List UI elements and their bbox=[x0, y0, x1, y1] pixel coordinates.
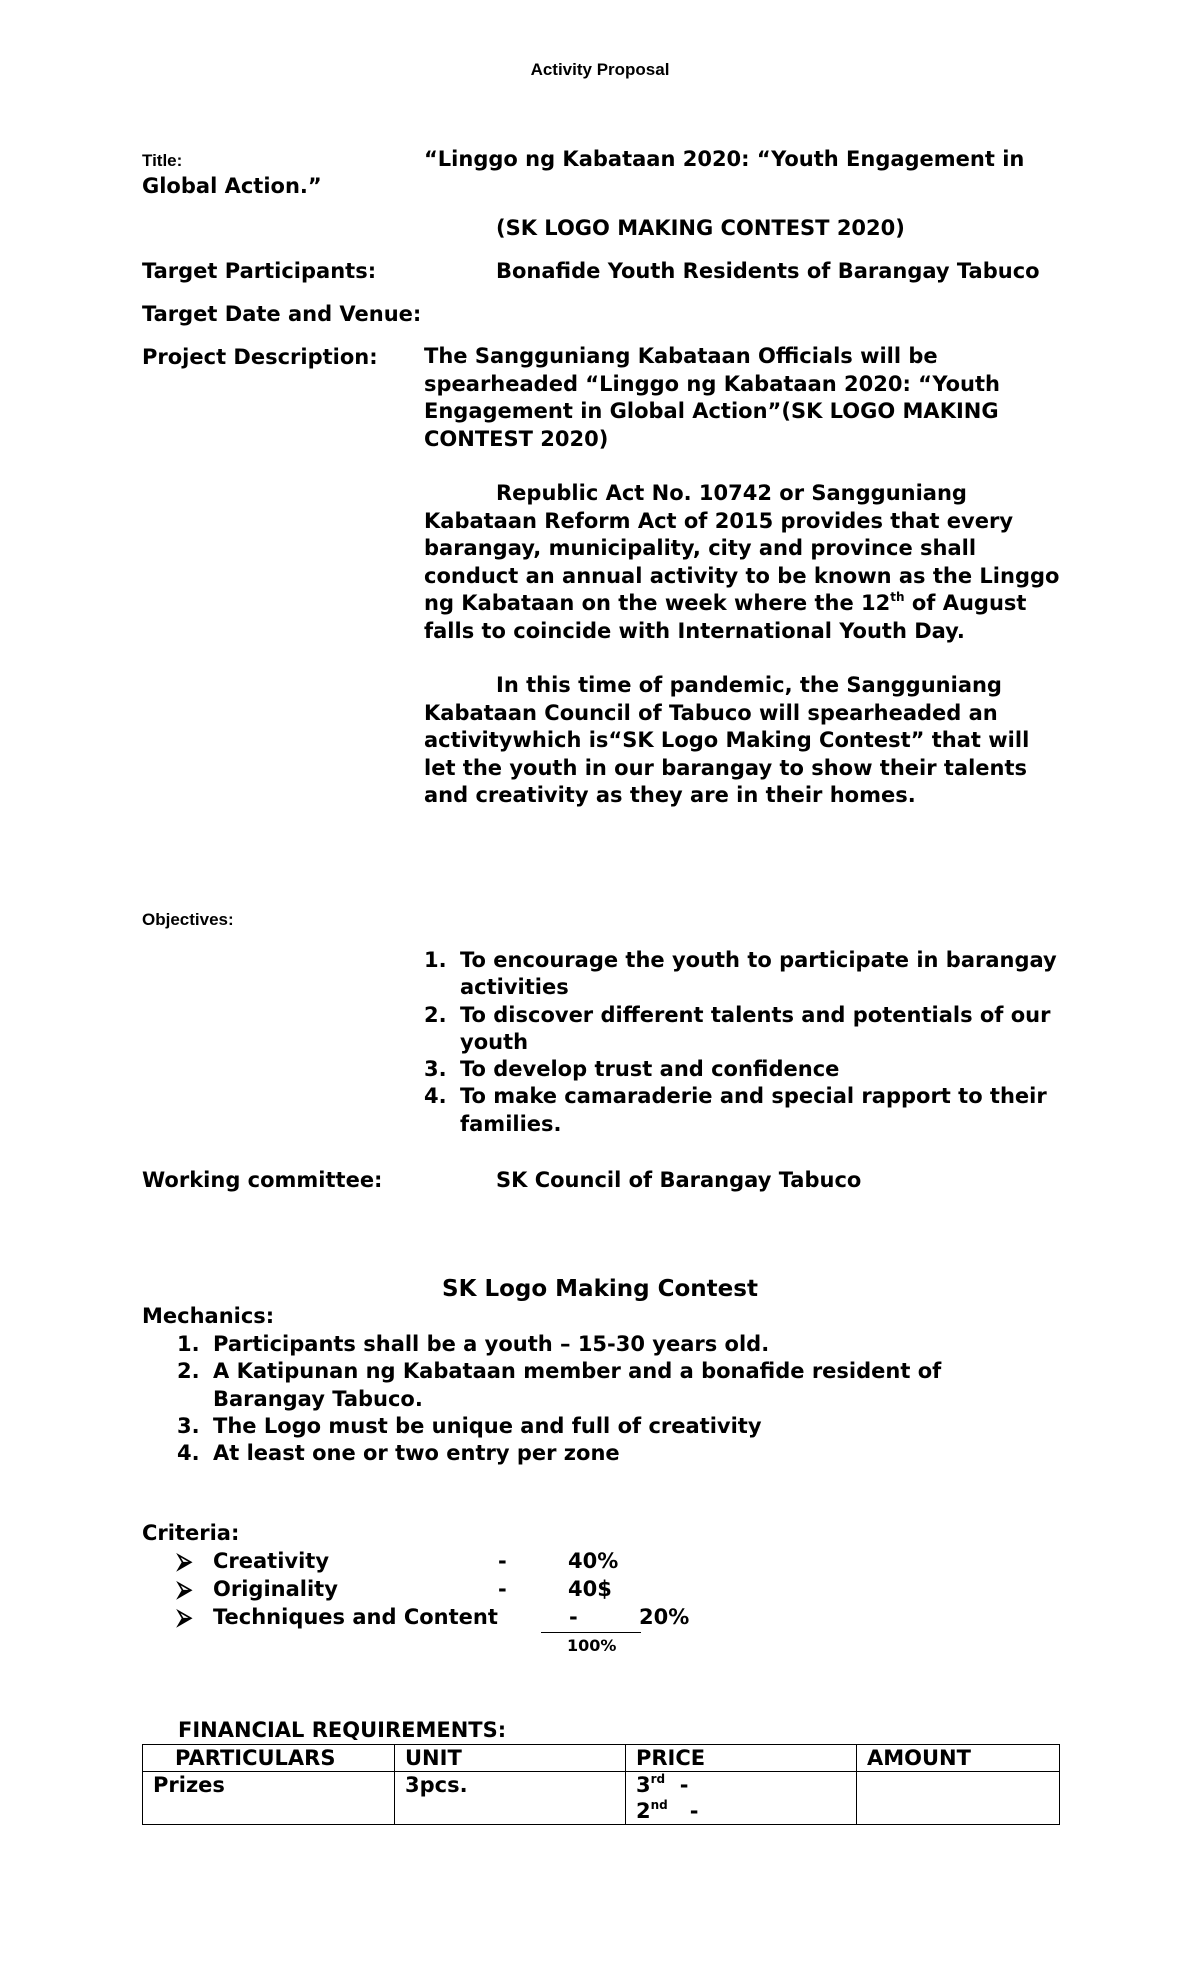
objectives-list bbox=[460, 947, 1060, 1138]
col-price: PRICE bbox=[626, 1745, 857, 1772]
criteria-item bbox=[177, 1603, 913, 1631]
criteria-label: Criteria: bbox=[142, 1521, 240, 1545]
p2-text: Republic Act No. 10742 or Sangguniang Kabataan Reform Act of 2015 provides that every barangay, municipality, city and province shall conduct an annual activity to be known as the Linggo ng Kabataan on the week where the 12 bbox=[424, 481, 1060, 615]
arrow-bullet-icon: ⮚ bbox=[177, 1549, 192, 1573]
project-description-p3: In this time of pandemic, the Sangguniang Kabataan Council of Tabuco will spearheaded an activitywhich is“SK Logo Making Contest” that will let the youth in our barangay to show their talents and creativity as they are in their homes. bbox=[424, 673, 1030, 807]
cell-particulars: Prizes bbox=[143, 1772, 395, 1825]
p2-superscript: th bbox=[890, 590, 905, 604]
criteria-value: 40% bbox=[568, 1549, 619, 1573]
working-committee-value: SK Council of Barangay Tabuco bbox=[496, 1168, 862, 1192]
mechanics-item: At least one or two entry per zone bbox=[213, 1441, 620, 1466]
col-particulars: PARTICULARS bbox=[143, 1745, 395, 1772]
col-amount: AMOUNT bbox=[857, 1745, 1060, 1772]
mechanics-item: The Logo must be unique and full of creativity bbox=[213, 1413, 762, 1438]
working-committee-label: Working committee: bbox=[142, 1168, 383, 1192]
price-line: 3rd - bbox=[636, 1772, 689, 1797]
target-date-label: Target Date and Venue: bbox=[142, 302, 422, 326]
criteria-dash: - bbox=[569, 1605, 578, 1629]
criteria-dash: - bbox=[498, 1577, 507, 1601]
arrow-bullet-icon: ⮚ bbox=[177, 1605, 192, 1629]
target-participants-label: Target Participants: bbox=[142, 259, 377, 283]
financial-heading: FINANCIAL REQUIREMENTS: bbox=[178, 1718, 507, 1742]
project-description-p2 bbox=[424, 480, 1064, 645]
document-title: Activity Proposal bbox=[530, 60, 670, 79]
criteria-name: Techniques and Content bbox=[213, 1605, 498, 1629]
criteria-name: Creativity bbox=[213, 1549, 330, 1573]
cell-unit: 3pcs. bbox=[395, 1772, 626, 1825]
criteria-name: Originality bbox=[213, 1577, 338, 1601]
project-description bbox=[424, 343, 1064, 810]
arrow-bullet-icon: ⮚ bbox=[177, 1577, 192, 1601]
financial-table bbox=[142, 1744, 1060, 1825]
cell-amount bbox=[857, 1772, 1060, 1825]
criteria-value: 40$ bbox=[568, 1577, 612, 1601]
price-line: 2nd - bbox=[636, 1798, 699, 1823]
project-description-p1: The Sangguniang Kabataan Officials will be spearheaded “Linggo ng Kabataan 2020: “Youth Engagement in Global Action”(SK LOGO MAKING CONTEST 2020) bbox=[424, 344, 1000, 451]
objective-item: To discover different talents and potentials of our youth bbox=[460, 1002, 1051, 1054]
contest-heading: SK Logo Making Contest bbox=[442, 1276, 758, 1302]
criteria-dash: - bbox=[498, 1549, 507, 1573]
criteria-value: 20% bbox=[639, 1605, 690, 1629]
p2-text-end: of August falls to coincide with International Youth Day. bbox=[424, 591, 1027, 643]
title-label: Title: bbox=[142, 151, 183, 170]
col-unit: UNIT bbox=[395, 1745, 626, 1772]
title-line-2: Global Action.” bbox=[142, 174, 322, 198]
criteria-total: 100% bbox=[567, 1636, 617, 1655]
project-description-label: Project Description: bbox=[142, 345, 378, 369]
mechanics-item: A Katipunan ng Kabataan member and a bonafide resident of Barangay Tabuco. bbox=[213, 1359, 942, 1411]
mechanics-list bbox=[213, 1331, 1013, 1467]
objectives-label: Objectives: bbox=[142, 910, 234, 929]
table-header-row bbox=[143, 1745, 1060, 1772]
mechanics-label: Mechanics: bbox=[142, 1304, 275, 1328]
criteria-item bbox=[177, 1575, 913, 1603]
objective-item: To make camaraderie and special rapport to their families. bbox=[460, 1084, 1047, 1136]
title-subtitle: (SK LOGO MAKING CONTEST 2020) bbox=[496, 216, 905, 240]
total-divider bbox=[541, 1632, 641, 1633]
criteria-item bbox=[177, 1547, 913, 1575]
criteria-list bbox=[177, 1547, 913, 1631]
cell-price bbox=[626, 1772, 857, 1825]
target-participants-value: Bonafide Youth Residents of Barangay Tabuco bbox=[496, 259, 1040, 283]
title-line-1: “Linggo ng Kabataan 2020: “Youth Engagement in bbox=[424, 147, 1025, 171]
objective-item: To develop trust and confidence bbox=[460, 1057, 840, 1082]
mechanics-item: Participants shall be a youth – 15-30 years old. bbox=[213, 1332, 770, 1356]
table-row bbox=[143, 1772, 1060, 1825]
objective-item: To encourage the youth to participate in barangay activities bbox=[460, 948, 1057, 1000]
